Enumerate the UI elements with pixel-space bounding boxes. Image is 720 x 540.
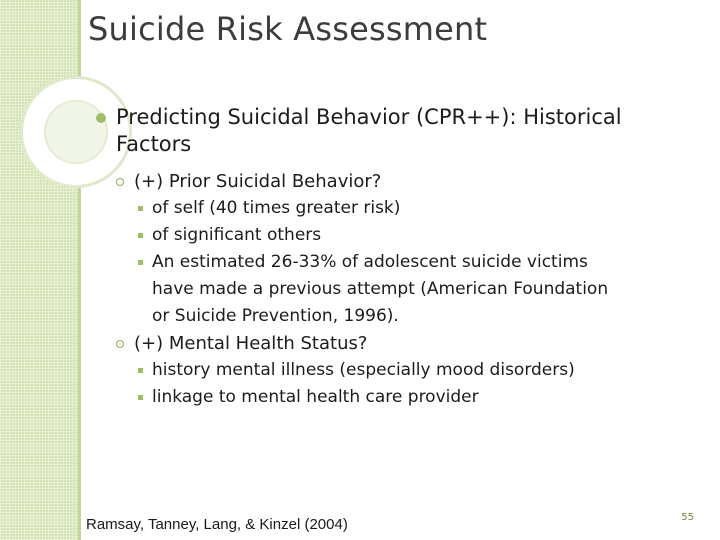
square-bullet-icon: [138, 206, 143, 211]
ring-bullet-icon: [116, 178, 124, 186]
sub-bullet-mental-health: [116, 330, 706, 357]
list-item-line: have made a previous attempt (American Foundation: [152, 279, 609, 299]
main-bullet-line: Predicting Suicidal Behavior (CPR++): Historical: [116, 105, 622, 129]
sub-bullet-prior-behavior: [116, 168, 706, 195]
list-item-line: An estimated 26-33% of adolescent suicide victims: [152, 252, 588, 272]
list-item-text: linkage to mental health care provider: [152, 387, 479, 407]
list-item: [138, 357, 706, 384]
main-bullet: [96, 104, 706, 158]
list-item: [138, 249, 706, 330]
list-item-text: history mental illness (especially mood disorders): [152, 360, 575, 380]
sub-bullet-text: (+) Mental Health Status?: [134, 333, 368, 354]
citation: Ramsay, Tanney, Lang, & Kinzel (2004): [86, 516, 348, 533]
bullet-dot-icon: [96, 113, 106, 123]
list-item-text: of self (40 times greater risk): [152, 198, 401, 218]
square-bullet-icon: [138, 368, 143, 373]
list-item: [138, 195, 706, 222]
square-bullet-icon: [138, 395, 143, 400]
slide-title: Suicide Risk Assessment: [88, 10, 488, 48]
page-number: 55: [681, 512, 694, 523]
main-bullet-line: Factors: [116, 132, 192, 156]
list-item-text: of significant others: [152, 225, 322, 245]
list-item: [138, 222, 706, 249]
square-bullet-icon: [138, 260, 143, 265]
ring-bullet-icon: [116, 340, 124, 348]
slide-content: [96, 104, 706, 411]
square-bullet-icon: [138, 233, 143, 238]
list-item: [138, 384, 706, 411]
list-item-line: or Suicide Prevention, 1996).: [152, 306, 399, 326]
sub-bullet-text: (+) Prior Suicidal Behavior?: [134, 171, 382, 192]
